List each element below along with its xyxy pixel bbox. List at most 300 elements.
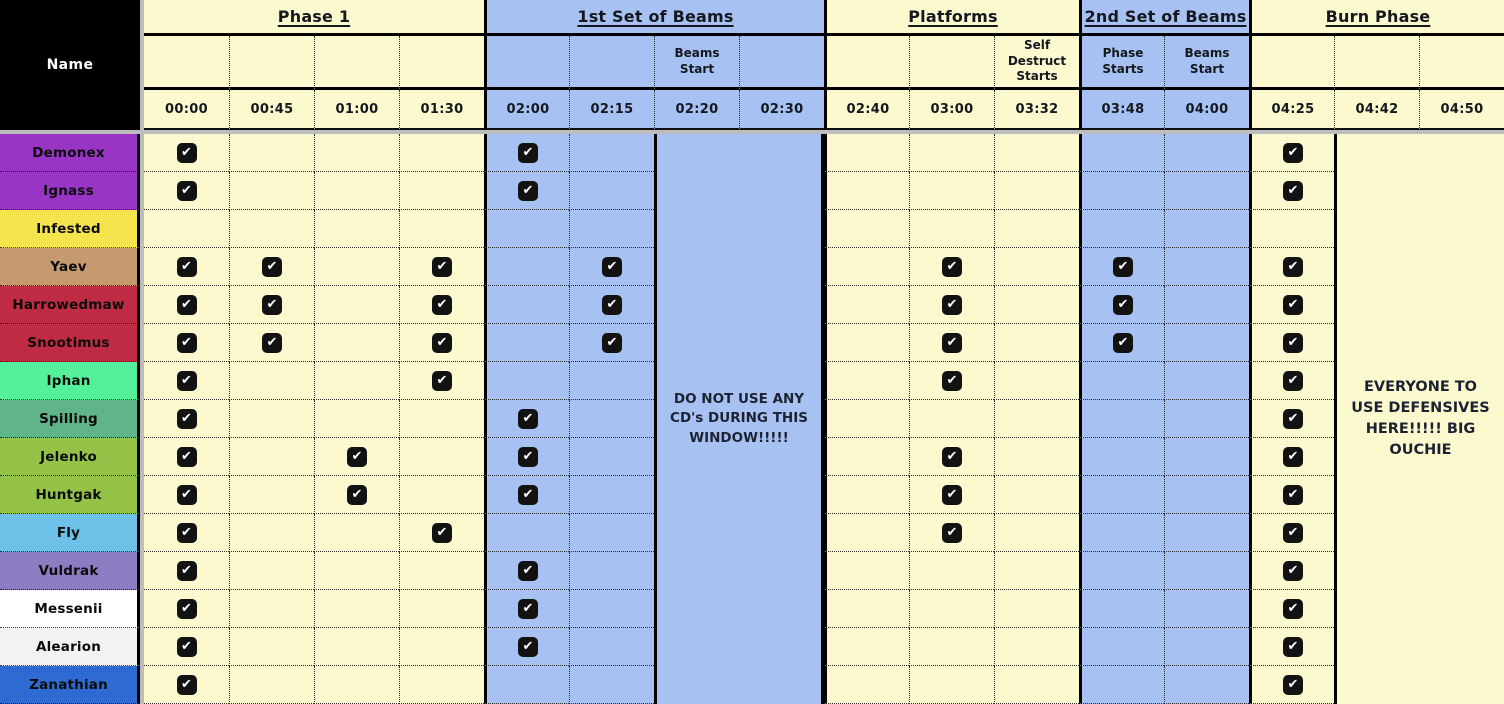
cell-messenii-03-00[interactable] — [909, 590, 994, 628]
cell-jelenko-03-48[interactable] — [1079, 438, 1164, 476]
row-name-infested[interactable] — [0, 210, 140, 248]
cell-vuldrak-01-30[interactable] — [399, 552, 484, 590]
cell-spilling-02-15[interactable] — [569, 400, 654, 438]
cell-harrowedmaw-03-32[interactable] — [994, 286, 1079, 324]
cell-yaev-02-15[interactable] — [569, 248, 654, 286]
cell-alearion-04-25[interactable] — [1249, 628, 1334, 666]
cell-ignass-03-48[interactable] — [1079, 172, 1164, 210]
cell-spilling-04-25[interactable] — [1249, 400, 1334, 438]
cell-yaev-03-32[interactable] — [994, 248, 1079, 286]
cell-ignass-02-15[interactable] — [569, 172, 654, 210]
cell-zanathian-04-00[interactable] — [1164, 666, 1249, 704]
cell-harrowedmaw-02-00[interactable] — [484, 286, 569, 324]
checkbox-checked[interactable] — [432, 257, 452, 277]
column-group-phase-1[interactable] — [144, 0, 484, 36]
cell-vuldrak-03-00[interactable] — [909, 552, 994, 590]
cell-iphan-04-25[interactable] — [1249, 362, 1334, 400]
cell-demonex-04-00[interactable] — [1164, 134, 1249, 172]
row-name-harrowedmaw[interactable] — [0, 286, 140, 324]
cell-zanathian-02-00[interactable] — [484, 666, 569, 704]
cell-spilling-02-00[interactable] — [484, 400, 569, 438]
time-header-03-48[interactable] — [1079, 90, 1164, 130]
cell-infested-00-45[interactable] — [229, 210, 314, 248]
cell-snootimus-03-00[interactable] — [909, 324, 994, 362]
checkbox-checked[interactable] — [518, 447, 538, 467]
cell-ignass-04-25[interactable] — [1249, 172, 1334, 210]
checkbox-checked[interactable] — [1283, 333, 1303, 353]
cell-jelenko-01-30[interactable] — [399, 438, 484, 476]
cell-vuldrak-04-00[interactable] — [1164, 552, 1249, 590]
cell-spilling-03-32[interactable] — [994, 400, 1079, 438]
checkbox-checked[interactable] — [1283, 675, 1303, 695]
burn-phase-note-text: EVERYONE TO USE DEFENSIVES HERE!!!!! BIG OUCHIE — [1351, 378, 1490, 459]
check-icon: ✔ — [522, 145, 534, 160]
no-cds-window-note[interactable] — [654, 134, 824, 704]
cell-fly-03-48[interactable] — [1079, 514, 1164, 552]
cell-iphan-02-00[interactable] — [484, 362, 569, 400]
cell-alearion-02-40[interactable] — [824, 628, 909, 666]
row-name-vuldrak[interactable] — [0, 552, 140, 590]
checkbox-checked[interactable] — [1113, 257, 1133, 277]
cell-demonex-03-32[interactable] — [994, 134, 1079, 172]
cell-infested-04-25[interactable] — [1249, 210, 1334, 248]
cell-fly-02-40[interactable] — [824, 514, 909, 552]
checkbox-checked[interactable] — [1283, 561, 1303, 581]
subheader-04-50[interactable] — [1419, 36, 1504, 90]
subheader-02-00[interactable] — [484, 36, 569, 90]
time-header-04-00[interactable] — [1164, 90, 1249, 130]
cell-zanathian-02-40[interactable] — [824, 666, 909, 704]
cell-harrowedmaw-04-25[interactable] — [1249, 286, 1334, 324]
cell-messenii-04-25[interactable] — [1249, 590, 1334, 628]
cell-alearion-00-00[interactable] — [144, 628, 229, 666]
cell-harrowedmaw-04-00[interactable] — [1164, 286, 1249, 324]
cell-huntgak-04-00[interactable] — [1164, 476, 1249, 514]
checkbox-checked[interactable] — [177, 257, 197, 277]
cell-messenii-00-00[interactable] — [144, 590, 229, 628]
subheader-03-00[interactable] — [909, 36, 994, 90]
subheader-04-00[interactable] — [1164, 36, 1249, 90]
cell-ignass-01-00[interactable] — [314, 172, 399, 210]
cell-jelenko-02-40[interactable] — [824, 438, 909, 476]
cell-demonex-04-25[interactable] — [1249, 134, 1334, 172]
subheader-02-40[interactable] — [824, 36, 909, 90]
checkbox-checked[interactable] — [518, 409, 538, 429]
cell-huntgak-01-30[interactable] — [399, 476, 484, 514]
cell-vuldrak-01-00[interactable] — [314, 552, 399, 590]
row-name-ignass[interactable] — [0, 172, 140, 210]
cell-ignass-00-45[interactable] — [229, 172, 314, 210]
cell-harrowedmaw-00-45[interactable] — [229, 286, 314, 324]
cell-yaev-00-45[interactable] — [229, 248, 314, 286]
cell-spilling-03-48[interactable] — [1079, 400, 1164, 438]
cell-spilling-00-45[interactable] — [229, 400, 314, 438]
checkbox-checked[interactable] — [602, 333, 622, 353]
cell-zanathian-03-48[interactable] — [1079, 666, 1164, 704]
cell-huntgak-02-15[interactable] — [569, 476, 654, 514]
cell-messenii-02-00[interactable] — [484, 590, 569, 628]
cell-huntgak-03-32[interactable] — [994, 476, 1079, 514]
checkbox-checked[interactable] — [262, 257, 282, 277]
cell-fly-00-45[interactable] — [229, 514, 314, 552]
checkbox-checked[interactable] — [518, 181, 538, 201]
checkbox-checked[interactable] — [432, 371, 452, 391]
cell-huntgak-00-45[interactable] — [229, 476, 314, 514]
cell-harrowedmaw-03-00[interactable] — [909, 286, 994, 324]
time-header-02-20[interactable] — [654, 90, 739, 130]
cell-zanathian-00-00[interactable] — [144, 666, 229, 704]
cell-demonex-02-40[interactable] — [824, 134, 909, 172]
checkbox-checked[interactable] — [518, 561, 538, 581]
cell-ignass-02-40[interactable] — [824, 172, 909, 210]
checkbox-checked[interactable] — [1283, 143, 1303, 163]
cell-alearion-01-00[interactable] — [314, 628, 399, 666]
checkbox-checked[interactable] — [1283, 371, 1303, 391]
cell-iphan-01-30[interactable] — [399, 362, 484, 400]
cell-alearion-01-30[interactable] — [399, 628, 484, 666]
cell-yaev-03-00[interactable] — [909, 248, 994, 286]
cell-infested-03-48[interactable] — [1079, 210, 1164, 248]
cell-ignass-03-00[interactable] — [909, 172, 994, 210]
cell-zanathian-04-25[interactable] — [1249, 666, 1334, 704]
cell-vuldrak-00-45[interactable] — [229, 552, 314, 590]
cell-huntgak-00-00[interactable] — [144, 476, 229, 514]
checkbox-checked[interactable] — [1283, 599, 1303, 619]
checkbox-checked[interactable] — [1113, 295, 1133, 315]
subheader-02-20[interactable] — [654, 36, 739, 90]
subheader-03-48[interactable] — [1079, 36, 1164, 90]
cell-alearion-03-00[interactable] — [909, 628, 994, 666]
cell-vuldrak-03-32[interactable] — [994, 552, 1079, 590]
cell-alearion-04-00[interactable] — [1164, 628, 1249, 666]
checkbox-checked[interactable] — [177, 371, 197, 391]
cell-vuldrak-02-15[interactable] — [569, 552, 654, 590]
cell-messenii-02-40[interactable] — [824, 590, 909, 628]
subheader-04-25[interactable] — [1249, 36, 1334, 90]
cell-demonex-02-00[interactable] — [484, 134, 569, 172]
checkbox-checked[interactable] — [602, 295, 622, 315]
cell-fly-02-15[interactable] — [569, 514, 654, 552]
cell-ignass-03-32[interactable] — [994, 172, 1079, 210]
checkbox-checked[interactable] — [432, 333, 452, 353]
cell-harrowedmaw-01-30[interactable] — [399, 286, 484, 324]
cell-zanathian-03-00[interactable] — [909, 666, 994, 704]
checkbox-checked[interactable] — [262, 295, 282, 315]
checkbox-checked[interactable] — [1113, 333, 1133, 353]
cell-zanathian-03-32[interactable] — [994, 666, 1079, 704]
column-group-burn-phase[interactable] — [1249, 0, 1504, 36]
checkbox-checked[interactable] — [177, 181, 197, 201]
time-header-04-42[interactable] — [1334, 90, 1419, 130]
column-group-platforms[interactable] — [824, 0, 1079, 36]
cell-jelenko-02-00[interactable] — [484, 438, 569, 476]
time-header-02-00[interactable] — [484, 90, 569, 130]
cell-fly-04-00[interactable] — [1164, 514, 1249, 552]
checkbox-checked[interactable] — [177, 637, 197, 657]
column-group-2nd-set-of-beams[interactable] — [1079, 0, 1249, 36]
cell-vuldrak-02-40[interactable] — [824, 552, 909, 590]
cell-messenii-03-48[interactable] — [1079, 590, 1164, 628]
checkbox-checked[interactable] — [177, 599, 197, 619]
checkbox-checked[interactable] — [1283, 637, 1303, 657]
cell-ignass-01-30[interactable] — [399, 172, 484, 210]
cell-iphan-03-00[interactable] — [909, 362, 994, 400]
checkbox-checked[interactable] — [1283, 523, 1303, 543]
cell-harrowedmaw-00-00[interactable] — [144, 286, 229, 324]
row-name-demonex[interactable] — [0, 134, 140, 172]
cell-iphan-02-15[interactable] — [569, 362, 654, 400]
checkbox-checked[interactable] — [1283, 447, 1303, 467]
checkbox-checked[interactable] — [1283, 181, 1303, 201]
cell-infested-01-30[interactable] — [399, 210, 484, 248]
row-name-jelenko[interactable] — [0, 438, 140, 476]
cell-vuldrak-03-48[interactable] — [1079, 552, 1164, 590]
cell-iphan-01-00[interactable] — [314, 362, 399, 400]
checkbox-checked[interactable] — [602, 257, 622, 277]
cell-yaev-02-00[interactable] — [484, 248, 569, 286]
cell-messenii-01-00[interactable] — [314, 590, 399, 628]
cell-jelenko-03-00[interactable] — [909, 438, 994, 476]
cell-yaev-03-48[interactable] — [1079, 248, 1164, 286]
cell-iphan-04-00[interactable] — [1164, 362, 1249, 400]
row-name-huntgak[interactable] — [0, 476, 140, 514]
row-name-yaev[interactable] — [0, 248, 140, 286]
checkbox-checked[interactable] — [518, 143, 538, 163]
cell-iphan-03-48[interactable] — [1079, 362, 1164, 400]
checkbox-checked[interactable] — [177, 409, 197, 429]
cell-snootimus-04-00[interactable] — [1164, 324, 1249, 362]
cell-demonex-01-30[interactable] — [399, 134, 484, 172]
cell-snootimus-02-40[interactable] — [824, 324, 909, 362]
cell-spilling-01-00[interactable] — [314, 400, 399, 438]
cell-ignass-02-00[interactable] — [484, 172, 569, 210]
checkbox-checked[interactable] — [177, 485, 197, 505]
cell-demonex-01-00[interactable] — [314, 134, 399, 172]
cell-yaev-01-00[interactable] — [314, 248, 399, 286]
cell-spilling-00-00[interactable] — [144, 400, 229, 438]
cell-fly-00-00[interactable] — [144, 514, 229, 552]
checkbox-checked[interactable] — [1283, 295, 1303, 315]
time-header-02-15[interactable] — [569, 90, 654, 130]
cell-jelenko-02-15[interactable] — [569, 438, 654, 476]
time-header-03-32[interactable] — [994, 90, 1079, 130]
cell-fly-02-00[interactable] — [484, 514, 569, 552]
cell-infested-04-00[interactable] — [1164, 210, 1249, 248]
cell-zanathian-01-00[interactable] — [314, 666, 399, 704]
cell-yaev-04-25[interactable] — [1249, 248, 1334, 286]
cell-jelenko-04-00[interactable] — [1164, 438, 1249, 476]
cell-messenii-01-30[interactable] — [399, 590, 484, 628]
cell-demonex-02-15[interactable] — [569, 134, 654, 172]
cell-demonex-03-48[interactable] — [1079, 134, 1164, 172]
checkbox-checked[interactable] — [262, 333, 282, 353]
player-name-label: Alearion — [35, 638, 102, 655]
checkbox-checked[interactable] — [942, 371, 962, 391]
checkbox-checked[interactable] — [177, 143, 197, 163]
subheader-00-45[interactable] — [229, 36, 314, 90]
cell-spilling-04-00[interactable] — [1164, 400, 1249, 438]
checkbox-checked[interactable] — [177, 447, 197, 467]
checkbox-checked[interactable] — [432, 523, 452, 543]
checkbox-checked[interactable] — [177, 333, 197, 353]
cell-spilling-03-00[interactable] — [909, 400, 994, 438]
cell-vuldrak-02-00[interactable] — [484, 552, 569, 590]
checkbox-checked[interactable] — [177, 523, 197, 543]
checkbox-checked[interactable] — [942, 257, 962, 277]
cell-alearion-03-48[interactable] — [1079, 628, 1164, 666]
subheader-01-00[interactable] — [314, 36, 399, 90]
checkbox-checked[interactable] — [942, 523, 962, 543]
cell-iphan-02-40[interactable] — [824, 362, 909, 400]
cell-demonex-00-45[interactable] — [229, 134, 314, 172]
checkbox-checked[interactable] — [432, 295, 452, 315]
cell-iphan-03-32[interactable] — [994, 362, 1079, 400]
cell-snootimus-00-00[interactable] — [144, 324, 229, 362]
burn-phase-note[interactable] — [1334, 134, 1504, 704]
subheader-02-15[interactable] — [569, 36, 654, 90]
cell-fly-01-00[interactable] — [314, 514, 399, 552]
subheader-02-30[interactable] — [739, 36, 824, 90]
cell-snootimus-01-30[interactable] — [399, 324, 484, 362]
cell-huntgak-02-00[interactable] — [484, 476, 569, 514]
column-group-label: 1st Set of Beams — [577, 7, 734, 26]
cell-fly-04-25[interactable] — [1249, 514, 1334, 552]
cell-zanathian-01-30[interactable] — [399, 666, 484, 704]
cell-snootimus-02-15[interactable] — [569, 324, 654, 362]
row-name-snootimus[interactable] — [0, 324, 140, 362]
cell-snootimus-02-00[interactable] — [484, 324, 569, 362]
cell-infested-01-00[interactable] — [314, 210, 399, 248]
cell-infested-02-00[interactable] — [484, 210, 569, 248]
checkbox-checked[interactable] — [942, 295, 962, 315]
cell-jelenko-00-00[interactable] — [144, 438, 229, 476]
row-name-iphan[interactable] — [0, 362, 140, 400]
cell-alearion-00-45[interactable] — [229, 628, 314, 666]
subheader-03-32[interactable] — [994, 36, 1079, 90]
cell-iphan-00-00[interactable] — [144, 362, 229, 400]
cell-demonex-00-00[interactable] — [144, 134, 229, 172]
cell-vuldrak-04-25[interactable] — [1249, 552, 1334, 590]
time-header-04-50[interactable] — [1419, 90, 1504, 130]
cell-alearion-03-32[interactable] — [994, 628, 1079, 666]
cell-snootimus-03-48[interactable] — [1079, 324, 1164, 362]
checkbox-checked[interactable] — [177, 675, 197, 695]
time-header-03-00[interactable] — [909, 90, 994, 130]
time-header-04-25[interactable] — [1249, 90, 1334, 130]
cell-huntgak-03-48[interactable] — [1079, 476, 1164, 514]
time-header-02-30[interactable] — [739, 90, 824, 130]
cell-ignass-04-00[interactable] — [1164, 172, 1249, 210]
cell-demonex-03-00[interactable] — [909, 134, 994, 172]
cell-yaev-00-00[interactable] — [144, 248, 229, 286]
name-column-header[interactable] — [0, 0, 140, 130]
cell-alearion-02-15[interactable] — [569, 628, 654, 666]
time-header-01-30[interactable] — [399, 90, 484, 130]
checkbox-checked[interactable] — [177, 561, 197, 581]
cell-messenii-00-45[interactable] — [229, 590, 314, 628]
cell-ignass-00-00[interactable] — [144, 172, 229, 210]
checkbox-checked[interactable] — [347, 485, 367, 505]
cell-infested-02-15[interactable] — [569, 210, 654, 248]
cell-messenii-03-32[interactable] — [994, 590, 1079, 628]
cell-fly-01-30[interactable] — [399, 514, 484, 552]
cell-yaev-04-00[interactable] — [1164, 248, 1249, 286]
cell-huntgak-04-25[interactable] — [1249, 476, 1334, 514]
cell-snootimus-03-32[interactable] — [994, 324, 1079, 362]
cell-huntgak-01-00[interactable] — [314, 476, 399, 514]
cell-harrowedmaw-01-00[interactable] — [314, 286, 399, 324]
checkbox-checked[interactable] — [347, 447, 367, 467]
cell-snootimus-01-00[interactable] — [314, 324, 399, 362]
cell-harrowedmaw-03-48[interactable] — [1079, 286, 1164, 324]
subheader-01-30[interactable] — [399, 36, 484, 90]
checkbox-checked[interactable] — [177, 295, 197, 315]
row-name-messenii[interactable] — [0, 590, 140, 628]
cell-huntgak-03-00[interactable] — [909, 476, 994, 514]
cell-yaev-02-40[interactable] — [824, 248, 909, 286]
time-header-01-00[interactable] — [314, 90, 399, 130]
cell-zanathian-00-45[interactable] — [229, 666, 314, 704]
checkbox-checked[interactable] — [942, 447, 962, 467]
row-name-alearion[interactable] — [0, 628, 140, 666]
cell-yaev-01-30[interactable] — [399, 248, 484, 286]
time-header-00-00[interactable] — [144, 90, 229, 130]
cell-harrowedmaw-02-40[interactable] — [824, 286, 909, 324]
row-name-zanathian[interactable] — [0, 666, 140, 704]
check-icon: ✔ — [351, 449, 363, 464]
cell-messenii-02-15[interactable] — [569, 590, 654, 628]
subheader-04-42[interactable] — [1334, 36, 1419, 90]
cell-alearion-02-00[interactable] — [484, 628, 569, 666]
checkbox-checked[interactable] — [942, 485, 962, 505]
cell-fly-03-32[interactable] — [994, 514, 1079, 552]
checkbox-checked[interactable] — [518, 485, 538, 505]
cell-infested-03-32[interactable] — [994, 210, 1079, 248]
cell-jelenko-04-25[interactable] — [1249, 438, 1334, 476]
time-label: 02:20 — [675, 101, 719, 117]
checkbox-checked[interactable] — [1283, 257, 1303, 277]
cell-infested-02-40[interactable] — [824, 210, 909, 248]
time-header-00-45[interactable] — [229, 90, 314, 130]
cell-spilling-02-40[interactable] — [824, 400, 909, 438]
cell-jelenko-03-32[interactable] — [994, 438, 1079, 476]
time-header-02-40[interactable] — [824, 90, 909, 130]
cell-harrowedmaw-02-15[interactable] — [569, 286, 654, 324]
checkbox-checked[interactable] — [1283, 485, 1303, 505]
cell-messenii-04-00[interactable] — [1164, 590, 1249, 628]
checkbox-checked[interactable] — [518, 637, 538, 657]
cell-fly-03-00[interactable] — [909, 514, 994, 552]
cell-infested-03-00[interactable] — [909, 210, 994, 248]
checkbox-checked[interactable] — [942, 333, 962, 353]
cell-huntgak-02-40[interactable] — [824, 476, 909, 514]
cell-zanathian-02-15[interactable] — [569, 666, 654, 704]
cell-jelenko-00-45[interactable] — [229, 438, 314, 476]
checkbox-checked[interactable] — [1283, 409, 1303, 429]
cell-vuldrak-00-00[interactable] — [144, 552, 229, 590]
subheader-00-00[interactable] — [144, 36, 229, 90]
cell-jelenko-01-00[interactable] — [314, 438, 399, 476]
cell-spilling-01-30[interactable] — [399, 400, 484, 438]
column-group-1st-set-of-beams[interactable] — [484, 0, 824, 36]
cell-snootimus-04-25[interactable] — [1249, 324, 1334, 362]
cell-iphan-00-45[interactable] — [229, 362, 314, 400]
checkbox-checked[interactable] — [518, 599, 538, 619]
cell-snootimus-00-45[interactable] — [229, 324, 314, 362]
row-name-spilling[interactable] — [0, 400, 140, 438]
cell-infested-00-00[interactable] — [144, 210, 229, 248]
row-name-fly[interactable] — [0, 514, 140, 552]
